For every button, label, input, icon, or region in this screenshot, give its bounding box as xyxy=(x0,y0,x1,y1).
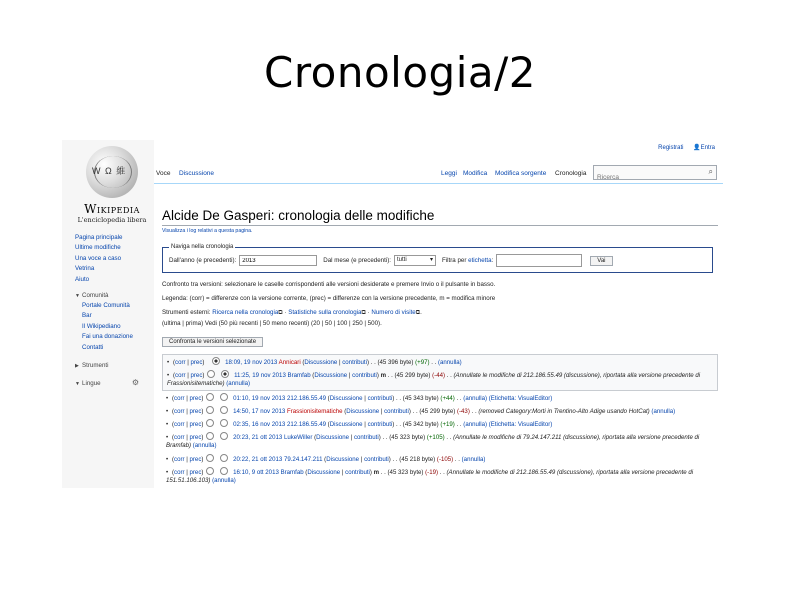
history-search-link[interactable]: Ricerca nella cronologia xyxy=(212,309,279,316)
undo-link[interactable]: (annulla) xyxy=(463,394,488,402)
tag-label-link[interactable]: etichetta xyxy=(468,257,492,264)
bullet: • xyxy=(167,359,170,366)
external-link-icon: ⧉ xyxy=(278,309,283,316)
puzzle-globe-icon xyxy=(86,146,138,198)
user-talk-link[interactable]: Discussione xyxy=(326,455,360,463)
tab-article[interactable]: Voce xyxy=(156,170,171,177)
revision-user-link[interactable]: Frassionisitematiche xyxy=(287,407,343,415)
sidebar-item-featured[interactable]: Vetrina xyxy=(75,265,95,273)
diff-current-link[interactable]: corr xyxy=(174,434,185,442)
undo-link[interactable]: (annulla) xyxy=(437,359,462,366)
revision-size: (45 218 byte) xyxy=(399,455,436,463)
revision-size: (45 299 byte) xyxy=(419,407,456,415)
oldid-radio[interactable] xyxy=(206,432,214,440)
compare-instructions: Confronto tra versioni: selezionare le caselle corrispondenti alle versioni desiderate e premere Invio o il pulsante in basso. xyxy=(162,281,496,288)
search-input[interactable] xyxy=(594,171,700,184)
filter-legend: Naviga nella cronologia xyxy=(171,244,234,250)
revision-user-link[interactable]: Bramfab xyxy=(287,372,311,380)
edit-summary: (Annullate le modifiche di 212.186.55.49 (discussione), riportata alla versione precedente di 151.51.106.103) xyxy=(166,468,694,485)
user-icon: 👤 xyxy=(693,145,701,151)
sidebar-item-help[interactable]: Aiuto xyxy=(75,275,90,283)
revision-row: • (corr | prec) 02:35, 16 nov 2013 212.186.55.49 (Discussione | contributi) . . (45 342 byte) (+19) . . (annulla) (Etichetta: VisualEditor) xyxy=(166,421,553,429)
tag-filter-input[interactable] xyxy=(496,254,582,267)
year-label: Dall'anno (e precedenti): xyxy=(169,257,237,264)
revision-size: (45 342 byte) xyxy=(402,421,439,429)
revision-size: (45 323 byte) xyxy=(387,468,424,476)
diff-previous-link[interactable]: prec xyxy=(189,407,202,415)
search-icon[interactable]: ⌕ xyxy=(708,167,713,176)
oldid-radio[interactable] xyxy=(206,406,214,414)
sidebar-item-donate[interactable]: Fai una donazione xyxy=(82,333,133,341)
undo-link[interactable]: (annulla) xyxy=(192,442,217,450)
edit-summary: (Annullate le modifiche di 212.186.55.49 (discussione), riportata alla versione precedente di Frassionisitematiche) xyxy=(167,372,701,388)
revision-date-link[interactable]: 18:09, 19 nov 2013 xyxy=(225,359,278,366)
revision-diff-size: (+19) xyxy=(440,421,455,429)
tab-edit-source[interactable]: Modifica sorgente xyxy=(495,170,547,177)
revision-date-link[interactable]: 14:50, 17 nov 2013 xyxy=(233,407,286,415)
diff-previous-link[interactable]: prec xyxy=(190,359,203,366)
oldid-radio xyxy=(212,357,220,365)
page-views-link[interactable]: Numero di visite xyxy=(371,309,416,316)
diff-radio[interactable] xyxy=(221,370,229,378)
user-talk-link[interactable]: Discussione xyxy=(307,468,341,476)
revision-row: • (corr | prec) 18:09, 19 nov 2013 Annicari (Discussione | contributi) . . (45 396 byte) (+97) . . (annulla) xyxy=(162,354,718,368)
undo-link[interactable]: (annulla) xyxy=(212,477,236,485)
user-contribs-link[interactable]: contributi xyxy=(384,407,409,415)
tab-history[interactable]: Cronologia xyxy=(555,170,587,177)
revision-size: (45 323 byte) xyxy=(389,434,426,442)
tag-label-prefix: Filtra per xyxy=(441,257,467,264)
diff-previous-link[interactable]: prec xyxy=(189,394,202,402)
diff-current-link[interactable]: corr xyxy=(175,372,186,380)
diff-radio[interactable] xyxy=(220,467,228,475)
revision-tag[interactable]: (Etichetta: VisualEditor) xyxy=(488,421,553,429)
diff-radio[interactable] xyxy=(220,419,228,427)
month-label: Dal mese (e precedenti): xyxy=(323,257,391,264)
diff-radio[interactable] xyxy=(220,406,228,414)
user-contribs-link[interactable]: contributi xyxy=(342,359,367,366)
revision-diff-size: (-105) xyxy=(436,455,454,463)
chevron-down-icon: ▼ xyxy=(75,381,80,388)
user-contribs-link[interactable]: contributi xyxy=(345,468,370,476)
user-contribs-link[interactable]: contributi xyxy=(367,421,393,429)
revision-date-link[interactable]: 01:10, 19 nov 2013 xyxy=(233,394,286,402)
sidebar-item-wikipediano[interactable]: Il Wikipediano xyxy=(82,322,121,330)
revision-user-link[interactable]: 212.186.55.49 xyxy=(287,394,326,402)
legend-text: Legenda: (corr) = differenze con la versione corrente, (prec) = differenze con la versione precedente, m = modifica minore xyxy=(162,295,496,302)
diff-current-link[interactable]: corr xyxy=(174,394,185,402)
revision-row: • (corr | prec) 20:23, 21 ott 2013 LukeWiller (Discussione | contributi) . . (45 323 byte) (+105) . . (Annullate le modifiche di 79.24.147.211 (discussione), riportata alla versione precedente di Bramfab) (annulla) xyxy=(166,434,700,450)
diff-radio[interactable] xyxy=(220,432,228,440)
user-talk-link[interactable]: Discussione xyxy=(314,372,348,380)
portlet-languages-header[interactable]: ▼ Lingue ⚙ xyxy=(75,378,139,388)
wikipedia-screenshot xyxy=(62,140,723,488)
edit-summary: (removed Category:Morti in Trentino-Alto Adige usando HotCat) xyxy=(478,407,650,415)
diff-current-link[interactable]: corr xyxy=(175,359,186,366)
revision-row: • (corr | prec) 20:22, 21 ott 2013 79.24.147.211 (Discussione | contributi) . . (45 218 byte) (-105) . . (annulla) xyxy=(166,455,486,463)
revision-user-link[interactable]: 212.186.55.49 xyxy=(287,421,326,429)
user-contribs-link[interactable]: contributi xyxy=(364,455,389,463)
sidebar xyxy=(62,140,154,488)
logo-wordmark: Wikipedia xyxy=(84,202,140,216)
portlet-tools-header[interactable]: ▶ Strumenti xyxy=(75,362,109,370)
diff-current-link[interactable]: corr xyxy=(174,468,185,476)
diff-previous-link[interactable]: prec xyxy=(190,372,203,380)
revision-size: (45 299 byte) xyxy=(394,372,431,380)
month-select[interactable]: tutti ▾ xyxy=(394,255,436,266)
revision-tag[interactable]: (Etichetta: VisualEditor) xyxy=(488,394,553,402)
diff-radio[interactable] xyxy=(220,393,228,401)
tab-edit[interactable]: Modifica xyxy=(463,170,488,177)
diff-previous-link[interactable]: prec xyxy=(189,468,202,476)
user-talk-link[interactable]: Discussione xyxy=(329,394,363,402)
oldid-radio[interactable] xyxy=(206,393,214,401)
revision-size: (45 396 byte) xyxy=(377,359,414,366)
sidebar-item-community-portal[interactable]: Portale Comunità xyxy=(82,302,130,310)
revision-row: • (corr | prec) 16:10, 9 ott 2013 Bramfab (Discussione | contributi) m . . (45 323 byte) (-19) . . (Annullate le modifiche di 212.186.55.49 (discussione), riportata alla versione precedente di 151.51.106.103) (annulla) xyxy=(166,468,694,485)
bullet: • xyxy=(166,468,169,476)
user-contribs-link[interactable]: contributi xyxy=(352,372,377,380)
sidebar-item-recent-changes[interactable]: Ultime modifiche xyxy=(75,244,121,252)
revision-diff-size: (-19) xyxy=(425,468,439,476)
user-talk-link[interactable]: Discussione xyxy=(329,421,363,429)
diff-previous-link[interactable]: prec xyxy=(189,455,202,463)
go-button[interactable]: Vai xyxy=(590,256,612,266)
revision-row: • (corr | prec) 11:25, 19 nov 2013 Bramfab (Discussione | contributi) m . . (45 299 byte) (-44) . . (Annullate le modifiche di 212.186.55.49 (discussione), riportata alla versione precedente di Frassionisitematiche) (annulla) xyxy=(162,368,718,390)
user-talk-link[interactable]: Discussione xyxy=(346,407,380,415)
user-contribs-link[interactable]: contributi xyxy=(367,394,393,402)
page-title: Alcide De Gasperi: cronologia delle modifiche xyxy=(162,208,718,226)
diff-current-link[interactable]: corr xyxy=(174,407,185,415)
user-talk-link[interactable]: Discussione xyxy=(316,434,349,442)
diff-current-link[interactable]: corr xyxy=(174,455,185,463)
revision-date-link[interactable]: 02:35, 16 nov 2013 xyxy=(233,421,286,429)
year-input[interactable] xyxy=(239,255,317,266)
chevron-right-icon: ▶ xyxy=(75,363,79,370)
oldid-radio[interactable] xyxy=(206,419,214,427)
wikipedia-logo[interactable] xyxy=(72,146,152,224)
search-box xyxy=(593,165,717,180)
oldid-radio[interactable] xyxy=(207,370,215,378)
history-stats-link[interactable]: Statistiche sulla cronologia xyxy=(288,309,362,316)
personal-tools xyxy=(650,144,715,151)
revision-diff-size: (-43) xyxy=(456,407,470,415)
slide-title: Cronologia/2 xyxy=(264,48,536,97)
logo-tagline: L'enciclopedia libera xyxy=(77,216,147,224)
tab-talk[interactable]: Discussione xyxy=(179,170,215,177)
revision-diff-size: (-44) xyxy=(432,372,446,380)
revision-user-link[interactable]: Annicari xyxy=(278,359,301,366)
sidebar-item-contacts[interactable]: Contatti xyxy=(82,343,104,351)
revision-diff-size: (+105) xyxy=(426,434,445,442)
bullet: • xyxy=(166,434,169,442)
bullet: • xyxy=(166,407,169,415)
oldid-radio[interactable] xyxy=(206,454,214,462)
undo-link[interactable]: (annulla) xyxy=(226,380,250,388)
content xyxy=(162,184,718,486)
tab-read[interactable]: Leggi xyxy=(441,170,457,177)
diff-current-link[interactable]: corr xyxy=(174,421,185,429)
register-link[interactable]: Registrati xyxy=(658,145,684,151)
bullet: • xyxy=(166,394,169,402)
external-link-icon: ⧉ xyxy=(361,309,366,316)
undo-link[interactable]: (annulla) xyxy=(651,407,676,415)
diff-previous-link[interactable]: prec xyxy=(189,421,202,429)
chevron-down-icon: ▼ xyxy=(75,293,80,300)
revision-user-link[interactable]: 79.24.147.211 xyxy=(283,455,323,463)
oldid-radio[interactable] xyxy=(206,467,214,475)
revision-row: • (corr | prec) 01:10, 19 nov 2013 212.186.55.49 (Discussione | contributi) . . (45 343 byte) (+44) . . (annulla) (Etichetta: VisualEditor) xyxy=(166,394,553,402)
revision-date-link[interactable]: 20:22, 21 ott 2013 xyxy=(233,455,283,463)
paging-links[interactable]: (ultima | prima) Vedi (50 più recenti | 50 meno recenti) (20 | 50 | 100 | 250 | 500). xyxy=(162,320,382,327)
compare-versions-button[interactable]: Confronta le versioni selezionate xyxy=(162,337,263,347)
revision-date-link[interactable]: 16:10, 9 ott 2013 xyxy=(233,468,279,476)
sidebar-item-bar[interactable]: Bar xyxy=(82,312,92,320)
undo-link[interactable]: (annulla) xyxy=(461,455,486,463)
diff-radio[interactable] xyxy=(220,454,228,462)
bullet: • xyxy=(166,455,169,463)
revision-diff-size: (+97) xyxy=(415,359,430,366)
undo-link[interactable]: (annulla) xyxy=(463,421,488,429)
revision-date-link[interactable]: 11:25, 19 nov 2013 xyxy=(234,372,286,380)
sidebar-item-random[interactable]: Una voce a caso xyxy=(75,254,122,262)
revision-diff-size: (+44) xyxy=(440,394,455,402)
bullet: • xyxy=(166,421,169,429)
sidebar-nav xyxy=(75,233,153,389)
external-tools: Strumenti esterni: Ricerca nella cronologia⧉ · Statistiche sulla cronologia⧉ · Numero di visite⧉. xyxy=(162,309,422,316)
login-link[interactable]: 👤Entra xyxy=(693,145,715,151)
minor-edit-flag: m xyxy=(380,372,387,380)
tab-bar xyxy=(154,163,723,184)
minor-edit-flag: m xyxy=(373,468,380,476)
portlet-community xyxy=(75,301,153,353)
sidebar-item-main-page[interactable]: Pagina principale xyxy=(75,234,123,241)
revision-list xyxy=(162,354,718,486)
edit-summary: (Annullate le modifiche di 79.24.147.211 (discussione), riportata alla versione precedente di Bramfab) xyxy=(166,434,700,450)
revision-row: • (corr | prec) 14:50, 17 nov 2013 Frassionisitematiche (Discussione | contributi) . . (45 299 byte) (-43) . . (removed Category:Morti in Trentino-Alto Adige usando HotCat) (annulla) xyxy=(166,407,676,415)
portlet-community-header[interactable]: ▼ Comunità xyxy=(75,292,109,300)
page-subtitle-link[interactable]: Visualizza i log relativi a questa pagina. xyxy=(162,228,253,234)
revision-date-link[interactable]: 20:23, 21 ott 2013 xyxy=(233,434,283,442)
bullet: • xyxy=(167,372,170,380)
revision-size: (45 343 byte) xyxy=(402,394,439,402)
user-talk-link[interactable]: Discussione xyxy=(304,359,338,366)
diff-previous-link[interactable]: prec xyxy=(189,434,202,442)
gear-icon[interactable]: ⚙ xyxy=(131,378,139,388)
revision-user-link[interactable]: Bramfab xyxy=(280,468,304,476)
history-filter: Naviga nella cronologia Dall'anno (e precedenti): 2013 Dal mese (e precedenti): tutti ▾ Filtra per etichetta : Vai xyxy=(162,244,713,273)
user-contribs-link[interactable]: contributi xyxy=(353,434,379,442)
revision-user-link[interactable]: LukeWiller xyxy=(283,434,313,442)
external-link-icon: ⧉ xyxy=(415,309,421,316)
